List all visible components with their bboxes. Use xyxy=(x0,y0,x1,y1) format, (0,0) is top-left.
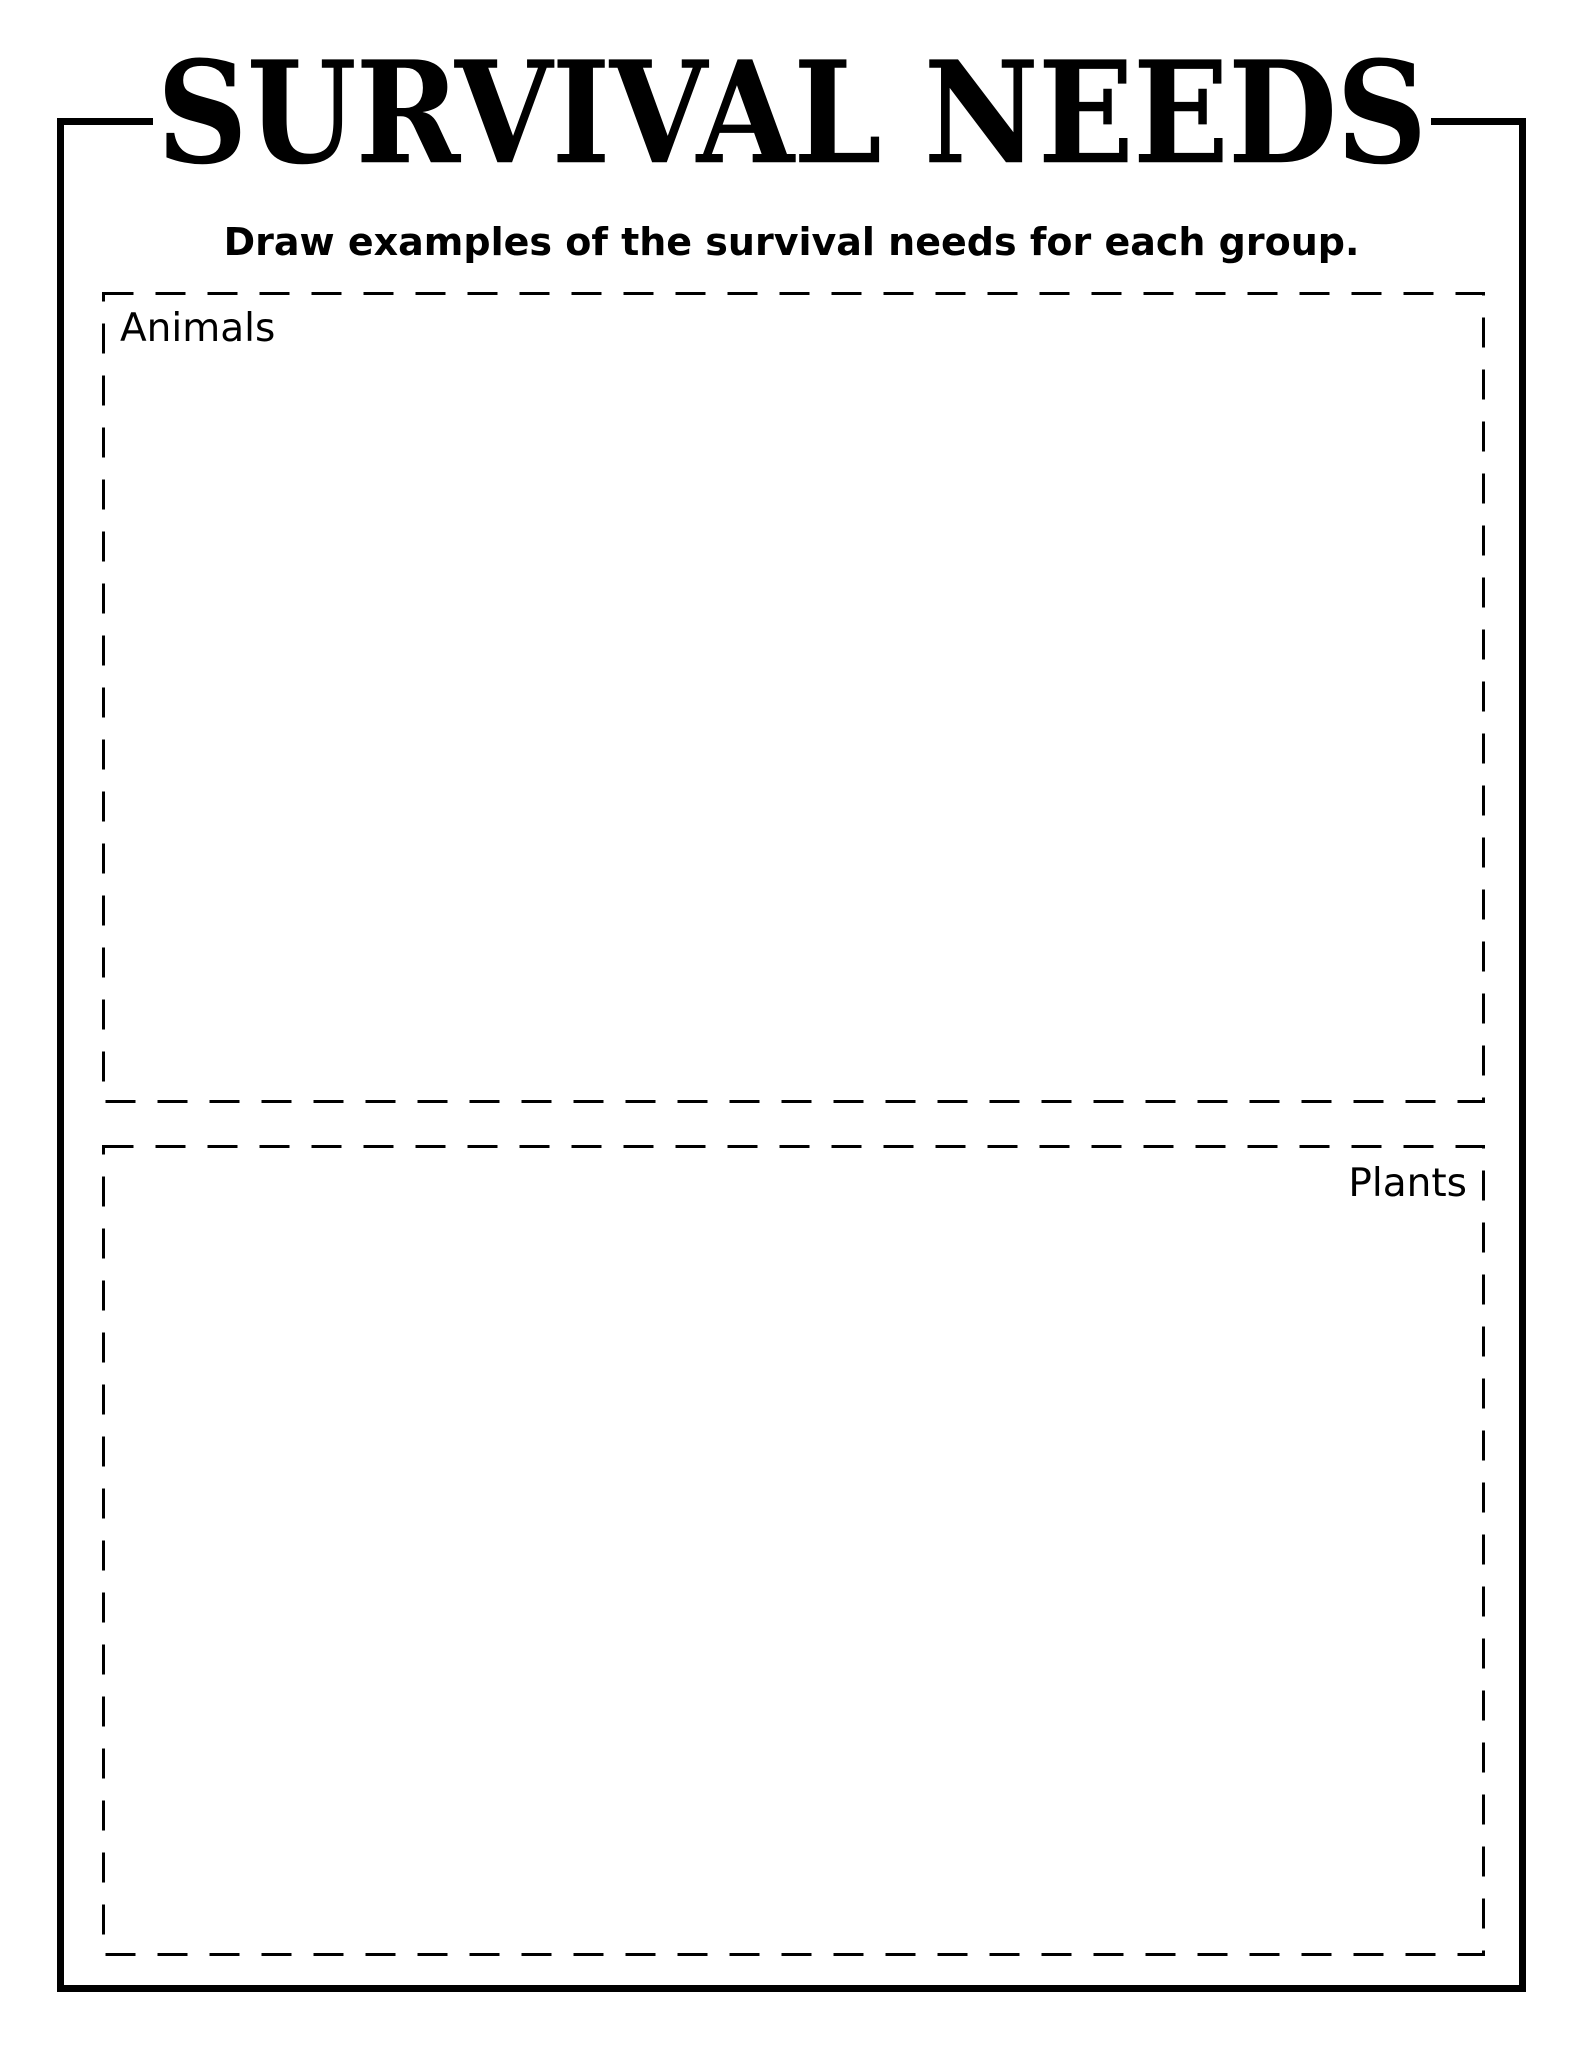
plants-label: Plants xyxy=(1342,1159,1473,1209)
plants-drawing-area[interactable] xyxy=(102,1145,1485,1956)
worksheet-instructions: Draw examples of the survival needs for each group. xyxy=(223,220,1360,264)
page-border-top-left xyxy=(57,118,153,125)
animals-dashed-border xyxy=(102,292,1485,1103)
plants-dashed-border xyxy=(102,1145,1485,1956)
worksheet-title: SURVIVAL NEEDS xyxy=(156,30,1427,196)
animals-drawing-area[interactable] xyxy=(102,292,1485,1103)
page-border-top-right xyxy=(1431,118,1526,125)
animals-label: Animals xyxy=(114,304,281,354)
